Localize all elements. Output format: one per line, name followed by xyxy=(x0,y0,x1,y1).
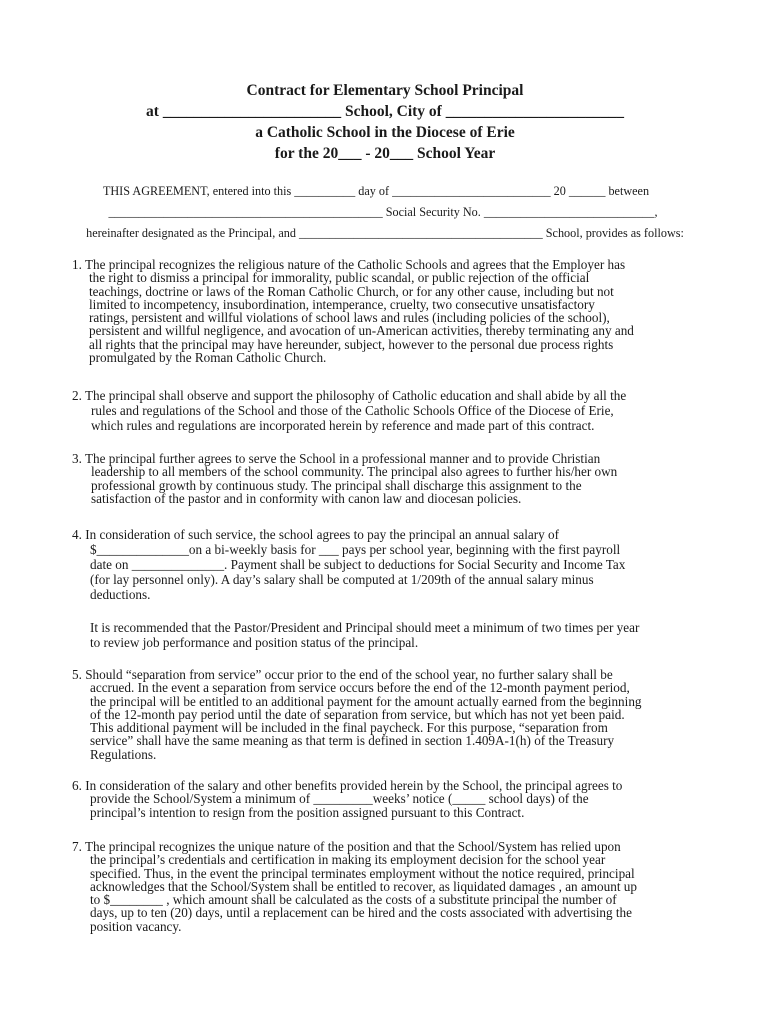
clause-3-line: leadership to all members of the school community. The principal also agrees to further his/her own xyxy=(91,464,618,480)
clause-7 xyxy=(72,840,637,933)
clause-1-line: persistent and willful negligence, and avocation of un-American activities, thereby terminating any and xyxy=(89,323,634,339)
clause-1-line: limited to incompetency, insubordination, intemperance, cruelty, two consecutive unsatisfactory xyxy=(89,296,595,312)
clause-5-line: the principal will be entitled to an additional payment for the amount actually earned from the beginning xyxy=(90,693,642,709)
clause-1-line: promulgated by the Roman Catholic Church. xyxy=(89,350,327,366)
clause-7-line: position vacancy. xyxy=(90,918,182,934)
clause-4-line: deductions. xyxy=(90,587,151,602)
clause-7-line: to $________ , which amount shall be calculated as the costs of a substitute principal the number of xyxy=(90,892,617,908)
clause-4-line: 4. In consideration of such service, the school agrees to pay the principal an annual salary of xyxy=(72,527,560,542)
clause-7-line: 7. The principal recognizes the unique nature of the position and that the School/System has relied upon xyxy=(72,839,621,854)
clause-1-line: ratings, persistent and willful violations of school laws and rules (including policies of the school), xyxy=(89,310,610,326)
clause-5-line: Regulations. xyxy=(90,746,157,762)
clause-5-line: of the 12-month pay period until the date of separation from service, but which has not yet been paid. xyxy=(90,706,625,722)
clause-6-line: principal’s intention to resign from the position assigned pursuant to this Contract. xyxy=(90,804,525,820)
clause-3-line: 3. The principal further agrees to serve the School in a professional manner and to provide Christian xyxy=(72,451,601,466)
intro-line-3: hereinafter designated as the Principal, and ________________________________________ School, provides as follows: xyxy=(86,226,684,240)
clause-4-recommendation xyxy=(90,620,639,650)
intro-line-1: THIS AGREEMENT, entered into this __________ day of __________________________ 20 ______ between xyxy=(102,184,650,198)
clause-7-line: specified. Thus, in the event the principal terminates employment without the notice required, principal xyxy=(90,865,635,881)
clause-1 xyxy=(72,258,634,364)
clause-5-line: This additional payment will be included in the final paycheck. For this purpose, “separation from xyxy=(90,720,608,736)
clause-2-line: 2. The principal shall observe and support the philosophy of Catholic education and shall abide by all the xyxy=(72,388,627,403)
clause-2-line: which rules and regulations are incorporated herein by reference and made part of this contract. xyxy=(91,418,595,433)
clause-1-line: 1. The principal recognizes the religious nature of the Catholic Schools and agrees that the Employer has xyxy=(72,257,626,272)
clause-5-line: accrued. In the event a separation from service occurs before the end of the 12-month payment period, xyxy=(90,680,630,696)
clause-6-line: provide the School/System a minimum of _________weeks’ notice (_____ school days) of the xyxy=(90,791,589,807)
clause-7-line: days, up to ten (20) days, until a replacement can be hired and the costs associated with advertising the xyxy=(90,905,632,921)
clause-5-line: 5. Should “separation from service” occur prior to the end of the school year, no further salary shall be xyxy=(72,667,613,682)
clause-4-recommendation-line: to review job performance and position status of the principal. xyxy=(90,635,419,650)
clause-3-line: professional growth by continuous study. The principal shall discharge this assignment to the xyxy=(91,477,582,493)
clause-2 xyxy=(72,388,626,433)
intro-line-2: _____________________________________________ Social Security No. ____________________________, xyxy=(108,205,658,219)
clause-4 xyxy=(72,527,625,602)
title-line-2: at _______________________ School, City of _______________________ xyxy=(146,103,624,120)
title-line-4: for the 20___ - 20___ School Year xyxy=(274,145,496,162)
clause-5 xyxy=(72,668,642,761)
clause-5-line: service” shall have the same meaning as that term is defined in section 1.409A-1(h) of the Treasury xyxy=(90,733,615,749)
clause-7-line: the principal’s credentials and certification in making its employment decision for the school year xyxy=(90,852,606,868)
clause-6 xyxy=(72,779,622,819)
contract-title xyxy=(0,80,770,164)
clause-2-line: rules and regulations of the School and those of the Catholic Schools Office of the Diocese of Erie, xyxy=(91,403,614,418)
clause-6-line: 6. In consideration of the salary and other benefits provided herein by the School, the principal agrees to xyxy=(72,778,623,793)
clause-1-line: teachings, doctrine or laws of the Roman Catholic Church, or for any other cause, including but not xyxy=(89,283,614,299)
clause-1-line: all rights that the principal may have hereunder, subject, however to the personal due process rights xyxy=(89,336,614,352)
clause-4-line: (for lay personnel only). A day’s salary shall be computed at 1/209th of the annual salary minus xyxy=(90,572,594,587)
clause-3-line: satisfaction of the pastor and in conformity with canon law and diocesan policies. xyxy=(91,490,522,506)
title-line-3: a Catholic School in the Diocese of Erie xyxy=(255,124,515,141)
title-line-1: Contract for Elementary School Principal xyxy=(246,82,524,99)
clause-4-recommendation-line: It is recommended that the Pastor/President and Principal should meet a minimum of two times per year xyxy=(90,620,640,635)
clause-7-line: acknowledges that the School/System shall be entitled to recover, as liquidated damages , an amount up xyxy=(90,878,637,894)
clause-1-line: the right to dismiss a principal for immorality, public scandal, or public rejection of the official xyxy=(89,270,590,286)
clause-4-line: $______________on a bi-weekly basis for ___ pays per school year, beginning with the first payroll xyxy=(90,542,621,557)
clause-4-line: date on ______________. Payment shall be subject to deductions for Social Security and Income Tax xyxy=(90,557,626,572)
clause-3 xyxy=(72,452,617,505)
